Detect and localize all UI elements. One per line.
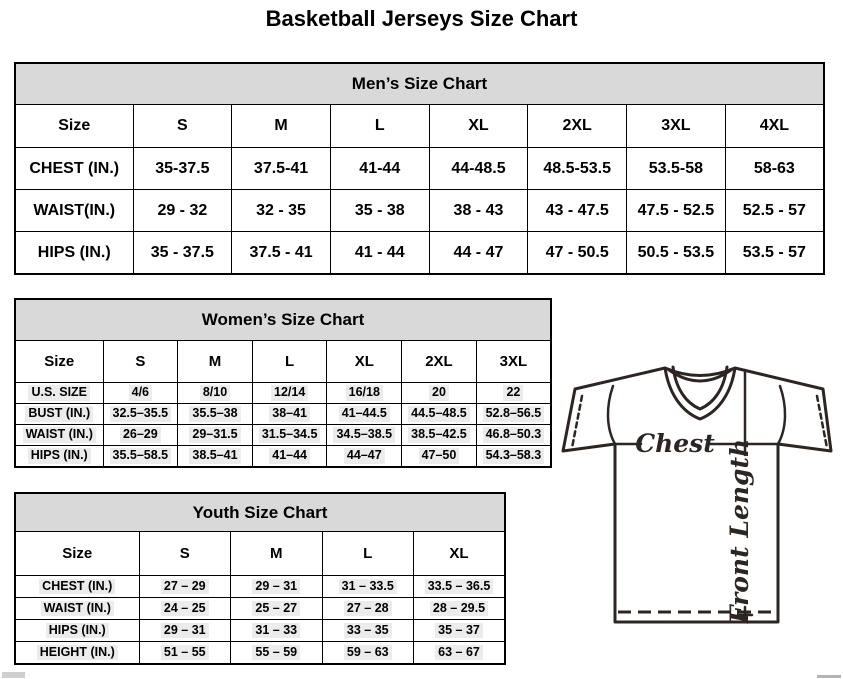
- measurement-row: [15, 446, 551, 468]
- cell-text: 55 – 59: [252, 645, 300, 661]
- value-cell: 41 - 44: [330, 232, 429, 275]
- cell-text: U.S. SIZE: [28, 385, 90, 401]
- column-header-cell: L: [252, 341, 327, 383]
- column-header-cell: 3XL: [476, 341, 551, 383]
- horizontal-scrollbar-fragment-right[interactable]: [817, 675, 841, 678]
- value-cell: 53.5-58: [627, 148, 726, 190]
- cell-text: 4/6: [129, 385, 152, 401]
- row-label-cell: HIPS (IN.): [15, 232, 133, 275]
- value-cell: 32 - 35: [232, 190, 331, 232]
- value-cell: 35 - 38: [330, 190, 429, 232]
- cell-text: 35.5–38: [189, 406, 240, 422]
- cell-text: 28 – 29.5: [430, 601, 488, 617]
- value-cell: [252, 404, 327, 425]
- cell-text: 38.5–41: [189, 448, 240, 464]
- cell-text: 47–50: [419, 448, 460, 464]
- page-title: Basketball Jerseys Size Chart: [265, 6, 578, 31]
- cell-text: 27 – 28: [344, 601, 392, 617]
- cell-text: HEIGHT (IN.): [37, 645, 118, 661]
- value-cell: 29 - 32: [133, 190, 232, 232]
- column-header-cell: L: [330, 105, 429, 148]
- table-title-row: [15, 493, 505, 532]
- cell-text: 44–47: [344, 448, 385, 464]
- column-header-cell: M: [178, 341, 253, 383]
- value-cell: 35-37.5: [133, 148, 232, 190]
- value-cell: [231, 642, 323, 665]
- measurement-row: [15, 620, 505, 642]
- row-label-cell: [15, 425, 103, 446]
- cell-text: 24 – 25: [161, 601, 209, 617]
- cell-text: 41–44.5: [339, 406, 390, 422]
- cell-text: 44.5–48.5: [408, 406, 470, 422]
- column-header-cell: L: [322, 532, 414, 576]
- row-label-cell: [15, 446, 103, 468]
- cell-text: CHEST (IN.): [39, 579, 115, 595]
- cell-text: 20: [429, 385, 449, 401]
- cell-text: 34.5–38.5: [333, 427, 395, 443]
- column-header-row: [15, 105, 824, 148]
- jersey-collar: [665, 367, 735, 419]
- mens-table-title: Men’s Size Chart: [15, 63, 824, 105]
- value-cell: [103, 446, 178, 468]
- value-cell: 43 - 47.5: [528, 190, 627, 232]
- cell-text: 33 – 35: [344, 623, 392, 639]
- cell-text: 27 – 29: [161, 579, 209, 595]
- measurement-row: [15, 148, 824, 190]
- value-cell: [252, 425, 327, 446]
- cell-text: 16/18: [346, 385, 383, 401]
- cell-text: 33.5 – 36.5: [425, 579, 494, 595]
- value-cell: [252, 446, 327, 468]
- value-cell: 47 - 50.5: [528, 232, 627, 275]
- column-header-cell: 4XL: [725, 105, 824, 148]
- value-cell: 44 - 47: [429, 232, 528, 275]
- chest-label: Chest: [635, 429, 715, 458]
- cell-text: 25 – 27: [252, 601, 300, 617]
- value-cell: [322, 576, 414, 598]
- column-header-cell: 3XL: [627, 105, 726, 148]
- column-header-cell: XL: [414, 532, 506, 576]
- cell-text: 29 – 31: [252, 579, 300, 595]
- cell-text: 63 – 67: [435, 645, 483, 661]
- value-cell: [476, 446, 551, 468]
- cell-text: 22: [503, 385, 523, 401]
- value-cell: [414, 620, 506, 642]
- value-cell: [327, 446, 402, 468]
- youth-size-table: [14, 492, 506, 665]
- value-cell: 37.5 - 41: [232, 232, 331, 275]
- womens-table-title: Women’s Size Chart: [15, 299, 551, 341]
- value-cell: [139, 642, 231, 665]
- cell-text: WAIST (IN.): [23, 427, 96, 443]
- measurement-row: [15, 642, 505, 665]
- value-cell: [252, 383, 327, 404]
- mens-size-table: [14, 62, 825, 275]
- value-cell: [103, 425, 178, 446]
- value-cell: [327, 404, 402, 425]
- row-label-cell: CHEST (IN.): [15, 148, 133, 190]
- value-cell: [322, 598, 414, 620]
- column-header-cell: M: [231, 532, 323, 576]
- value-cell: [231, 598, 323, 620]
- value-cell: 47.5 - 52.5: [627, 190, 726, 232]
- youth-table-title: Youth Size Chart: [15, 493, 505, 532]
- cell-text: 38.5–42.5: [408, 427, 470, 443]
- cell-text: 31 – 33: [252, 623, 300, 639]
- cell-text: 12/14: [271, 385, 308, 401]
- cell-text: 26–29: [120, 427, 161, 443]
- cell-text: 51 – 55: [161, 645, 209, 661]
- column-header-row: [15, 532, 505, 576]
- cell-text: BUST (IN.): [25, 406, 93, 422]
- cell-text: 54.3–58.3: [483, 448, 545, 464]
- cell-text: 31.5–34.5: [259, 427, 321, 443]
- value-cell: [322, 620, 414, 642]
- column-header-cell: XL: [327, 341, 402, 383]
- measurement-row: [15, 576, 505, 598]
- value-cell: [103, 383, 178, 404]
- column-header-cell: 2XL: [402, 341, 477, 383]
- horizontal-scrollbar-fragment-left[interactable]: [2, 672, 25, 678]
- value-cell: 52.5 - 57: [725, 190, 824, 232]
- value-cell: [476, 404, 551, 425]
- front-length-label: Front Length: [725, 438, 754, 624]
- value-cell: [327, 425, 402, 446]
- cell-text: 52.8–56.5: [483, 406, 545, 422]
- value-cell: [139, 620, 231, 642]
- value-cell: [231, 576, 323, 598]
- value-cell: 48.5-53.5: [528, 148, 627, 190]
- column-header-cell: M: [232, 105, 331, 148]
- value-cell: [178, 425, 253, 446]
- column-header-cell: S: [103, 341, 178, 383]
- value-cell: [402, 404, 477, 425]
- value-cell: 41-44: [330, 148, 429, 190]
- column-header-cell: 2XL: [528, 105, 627, 148]
- cell-text: 8/10: [200, 385, 230, 401]
- value-cell: 37.5-41: [232, 148, 331, 190]
- measurement-row: [15, 383, 551, 404]
- value-cell: [178, 383, 253, 404]
- jersey-size-diagram: [556, 356, 843, 646]
- value-cell: 58-63: [725, 148, 824, 190]
- value-cell: [414, 598, 506, 620]
- value-cell: 53.5 - 57: [725, 232, 824, 275]
- row-label-cell: WAIST(IN.): [15, 190, 133, 232]
- value-cell: [476, 425, 551, 446]
- cell-text: 41–44: [269, 448, 310, 464]
- measurement-row: [15, 190, 824, 232]
- value-cell: [402, 425, 477, 446]
- size-corner-header: Size: [15, 105, 133, 148]
- row-label-cell: [15, 642, 139, 665]
- cell-text: HIPS (IN.): [28, 448, 91, 464]
- value-cell: [476, 383, 551, 404]
- value-cell: 50.5 - 53.5: [627, 232, 726, 275]
- value-cell: [402, 446, 477, 468]
- value-cell: [103, 404, 178, 425]
- cell-text: 31 – 33.5: [339, 579, 397, 595]
- womens-size-table: [14, 298, 552, 468]
- column-header-cell: S: [133, 105, 232, 148]
- column-header-row: [15, 341, 551, 383]
- table-title-row: [15, 299, 551, 341]
- measurement-row: [15, 598, 505, 620]
- cell-text: 46.8–50.3: [483, 427, 545, 443]
- value-cell: [178, 404, 253, 425]
- sleeve-seam-right: [778, 386, 785, 444]
- column-header-cell: S: [139, 532, 231, 576]
- cell-text: 59 – 63: [344, 645, 392, 661]
- column-header-cell: XL: [429, 105, 528, 148]
- row-label-cell: [15, 404, 103, 425]
- measurement-row: [15, 232, 824, 275]
- cell-text: WAIST (IN.): [41, 601, 114, 617]
- row-label-cell: [15, 576, 139, 598]
- row-label-cell: [15, 383, 103, 404]
- value-cell: [402, 383, 477, 404]
- cell-text: 35.5–58.5: [110, 448, 172, 464]
- sleeve-seam-left: [608, 386, 615, 444]
- cell-text: HIPS (IN.): [46, 623, 109, 639]
- size-corner-header: Size: [15, 532, 139, 576]
- table-title-row: [15, 63, 824, 105]
- value-cell: [139, 576, 231, 598]
- value-cell: [231, 620, 323, 642]
- value-cell: [178, 446, 253, 468]
- value-cell: [139, 598, 231, 620]
- value-cell: 35 - 37.5: [133, 232, 232, 275]
- cell-text: 38–41: [269, 406, 310, 422]
- cell-text: 29 – 31: [161, 623, 209, 639]
- cell-text: 32.5–35.5: [110, 406, 172, 422]
- measurement-row: [15, 425, 551, 446]
- measurement-row: [15, 404, 551, 425]
- value-cell: [322, 642, 414, 665]
- value-cell: [414, 576, 506, 598]
- row-label-cell: [15, 598, 139, 620]
- value-cell: [327, 383, 402, 404]
- size-corner-header: Size: [15, 341, 103, 383]
- cell-text: 29–31.5: [189, 427, 240, 443]
- value-cell: 44-48.5: [429, 148, 528, 190]
- cell-text: 35 – 37: [435, 623, 483, 639]
- value-cell: [414, 642, 506, 665]
- value-cell: 38 - 43: [429, 190, 528, 232]
- row-label-cell: [15, 620, 139, 642]
